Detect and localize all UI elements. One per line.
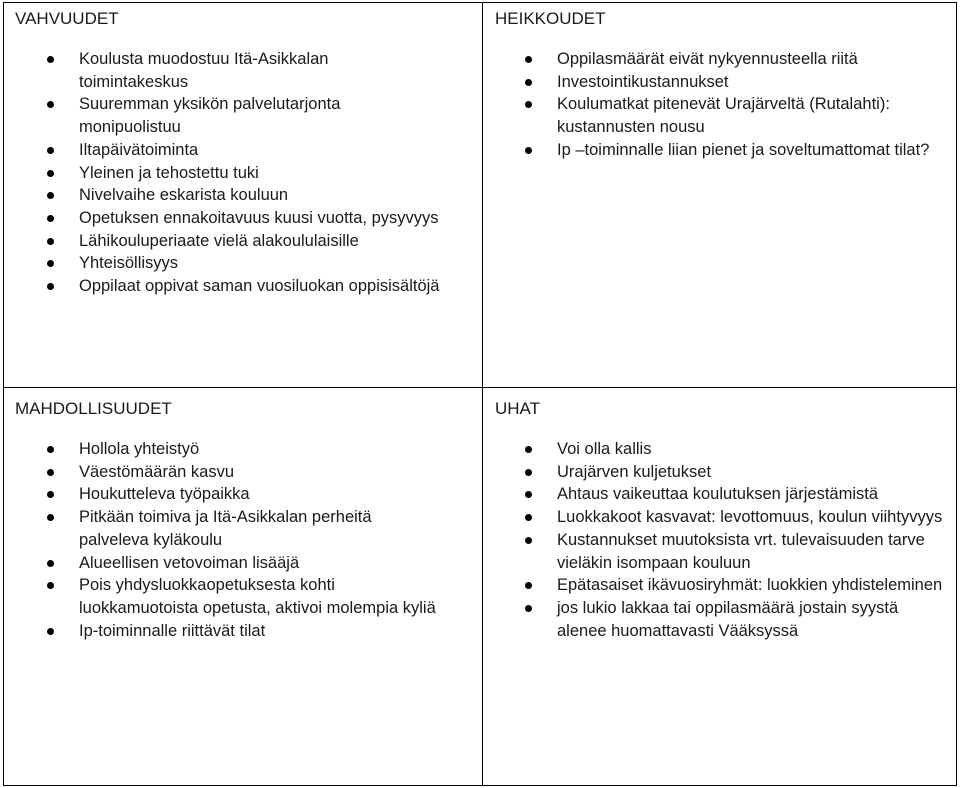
bullet-icon <box>47 514 54 521</box>
bullet-icon <box>47 560 54 567</box>
strengths-cell <box>10 8 480 298</box>
bullet-icon <box>47 192 54 199</box>
list-item: Väestömäärän kasvu <box>10 461 480 484</box>
bullet-icon <box>47 215 54 222</box>
bullet-icon <box>47 446 54 453</box>
bullet-icon <box>525 514 532 521</box>
list-item: Koulusta muodostuu Itä-Asikkalan toimintakeskus <box>10 48 480 93</box>
bullet-icon <box>525 469 532 476</box>
list-item: Kustannukset muutoksista vrt. tulevaisuuden tarve vieläkin isompaan kouluun <box>490 529 958 574</box>
bullet-icon <box>525 537 532 544</box>
list-item: Alueellisen vetovoiman lisääjä <box>10 552 480 575</box>
list-item: Pitkään toimiva ja Itä-Asikkalan perheitä palveleva kyläkoulu <box>10 506 480 551</box>
row-divider <box>4 387 956 388</box>
strengths-heading: VAHVUUDET <box>15 9 119 28</box>
bullet-icon <box>47 147 54 154</box>
list-item: Epätasaiset ikävuosiryhmät: luokkien yhdisteleminen <box>490 574 958 597</box>
list-item: Hollola yhteistyö <box>10 438 480 461</box>
bullet-icon <box>47 170 54 177</box>
list-item: jos lukio lakkaa tai oppilasmäärä jostain syystä alenee huomattavasti Vääksyssä <box>490 597 958 642</box>
list-item: Lähikouluperiaate vielä alakoululaisille <box>10 230 480 253</box>
list-item: Oppilasmäärät eivät nykyennusteella riitä <box>490 48 958 71</box>
bullet-icon <box>47 56 54 63</box>
list-item: Luokkakoot kasvavat: levottomuus, koulun viihtyvyys <box>490 506 958 529</box>
list-item: Yhteisöllisyys <box>10 252 480 275</box>
threats-cell <box>490 398 958 642</box>
list-item: Ip-toiminnalle riittävät tilat <box>10 620 480 643</box>
list-item: Houkutteleva työpaikka <box>10 483 480 506</box>
opportunities-cell <box>10 398 480 642</box>
weaknesses-cell <box>490 8 958 162</box>
opportunities-list <box>10 438 480 642</box>
bullet-icon <box>47 628 54 635</box>
bullet-icon <box>525 446 532 453</box>
list-item: Oppilaat oppivat saman vuosiluokan oppisisältöjä <box>10 275 480 298</box>
list-item: Iltapäivätoiminta <box>10 139 480 162</box>
bullet-icon <box>47 101 54 108</box>
threats-heading: UHAT <box>495 399 541 418</box>
bullet-icon <box>47 582 54 589</box>
bullet-icon <box>47 491 54 498</box>
list-item: Investointikustannukset <box>490 71 958 94</box>
list-item: Pois yhdysluokkaopetuksesta kohti luokkamuotoista opetusta, aktivoi molempia kyliä <box>10 574 480 619</box>
opportunities-heading: MAHDOLLISUUDET <box>15 399 172 418</box>
strengths-list <box>10 48 480 298</box>
bullet-icon <box>47 260 54 267</box>
weaknesses-heading: HEIKKOUDET <box>495 9 606 28</box>
list-item: Yleinen ja tehostettu tuki <box>10 162 480 185</box>
bullet-icon <box>47 238 54 245</box>
bullet-icon <box>525 56 532 63</box>
bullet-icon <box>525 491 532 498</box>
list-item: Ahtaus vaikeuttaa koulutuksen järjestämistä <box>490 483 958 506</box>
column-divider <box>482 3 483 785</box>
swot-table <box>3 2 957 786</box>
list-item: Voi olla kallis <box>490 438 958 461</box>
list-item: Koulumatkat pitenevät Urajärveltä (Rutalahti): kustannusten nousu <box>490 93 958 138</box>
bullet-icon <box>525 582 532 589</box>
bullet-icon <box>525 101 532 108</box>
list-item: Suuremman yksikön palvelutarjonta monipuolistuu <box>10 93 480 138</box>
bullet-icon <box>47 469 54 476</box>
list-item: Opetuksen ennakoitavuus kuusi vuotta, pysyvyys <box>10 207 480 230</box>
list-item: Ip –toiminnalle liian pienet ja soveltumattomat tilat? <box>490 139 958 162</box>
threats-list <box>490 438 958 642</box>
bullet-icon <box>47 283 54 290</box>
bullet-icon <box>525 147 532 154</box>
weaknesses-list <box>490 48 958 162</box>
bullet-icon <box>525 605 532 612</box>
list-item: Nivelvaihe eskarista kouluun <box>10 184 480 207</box>
bullet-icon <box>525 79 532 86</box>
list-item: Urajärven kuljetukset <box>490 461 958 484</box>
